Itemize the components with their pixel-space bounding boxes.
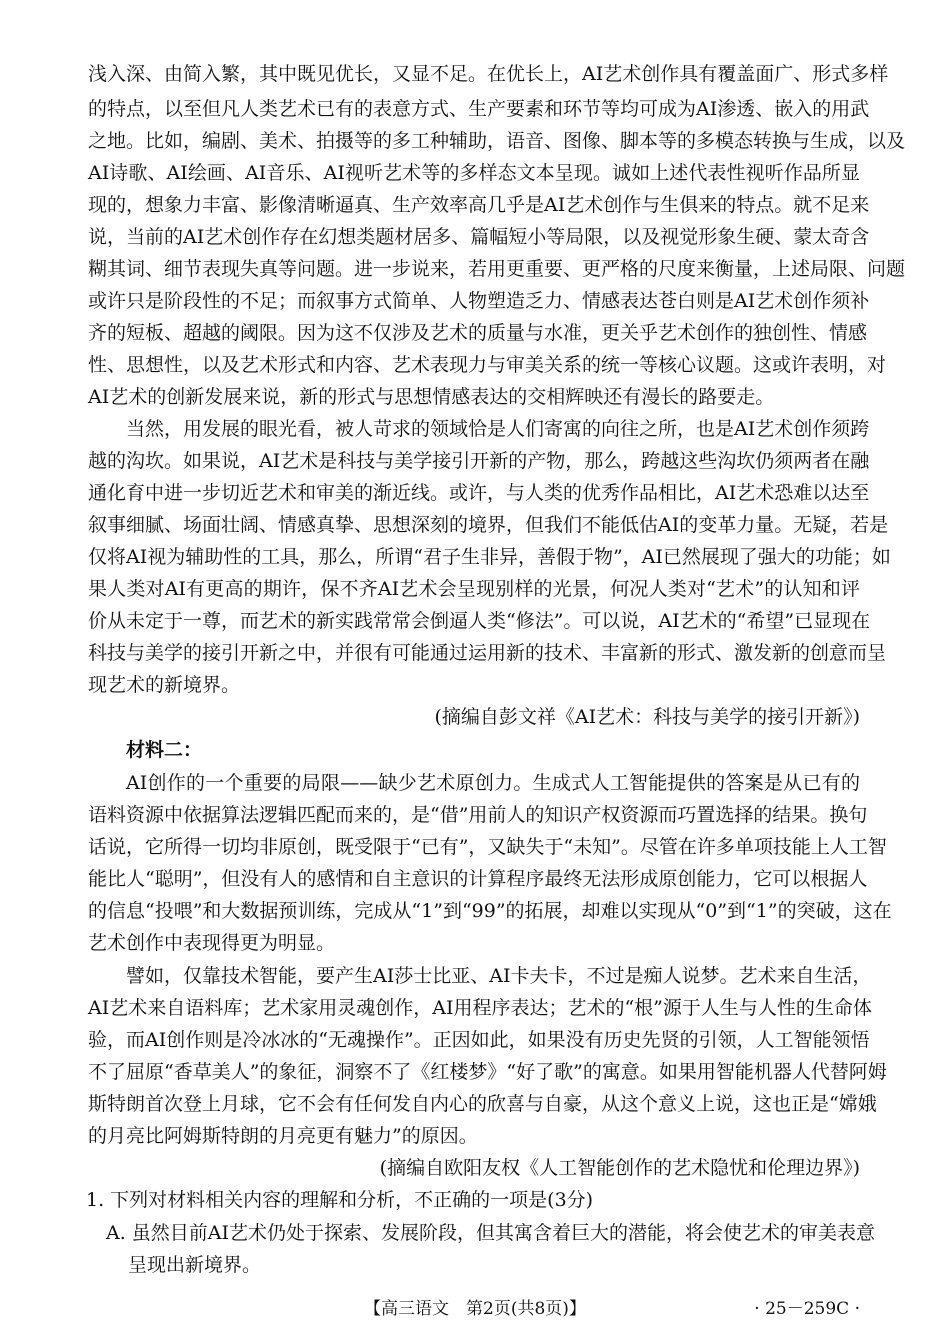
passage1-line-2: 的特点，以至但凡人类艺术已有的表意方式、生产要素和环节等均可成为AI渗透、嵌入的用武 (88, 98, 870, 120)
passage1-para2-line-4: 叙事细腻、场面壮阔、情感真挚、思想深刻的境界，但我们不能低估AI的变革力量。无疑，若是 (88, 514, 889, 536)
passage1-line-1: 浅入深、由简入繁，其中既见优长，又显不足。在优长上，AI艺术创作具有覆盖面广、形式多样 (88, 63, 889, 85)
material2-source: (摘编自欧阳友权《人工智能创作的艺术隐忧和伦理边界》) (379, 1157, 860, 1179)
material2-para1-line-6: 艺术创作中表现得更为明显。 (88, 932, 336, 954)
passage1-para2-line-1: 当然，用发展的眼光看，被人苛求的领域恰是人们寄寓的向往之所，也是AI艺术创作须跨 (126, 418, 870, 440)
material2-para2-line-3: 验，而AI创作则是冷冰冰的“无魂操作”。正因如此，如果没有历史先贤的引领，人工智能领悟 (88, 1029, 870, 1051)
material2-para2-line-5: 斯特朗首次登上月球，它不会有任何发自内心的欣喜与自豪，从这个意义上说，这也正是“嫦娥 (88, 1093, 877, 1115)
material2-para2-line-2: AI艺术来自语料库；艺术家用灵魂创作，AI用程序表达；艺术的“根”源于人生与人性的生命体 (88, 997, 872, 1019)
passage1-para2-line-3: 通化育中进一步切近艺术和审美的渐近线。或许，与人类的优秀作品相比，AI艺术恐难以达至 (88, 482, 870, 504)
material2-heading: 材料二： (126, 739, 203, 761)
passage1-para2-line-9: 现艺术的新境界。 (88, 674, 241, 696)
passage1-para2-line-7: 价从未定于一尊，而艺术的新实践常常会倒逼人类“修法”。可以说，AI艺术的“希望”已显现在 (88, 610, 871, 632)
question1-option-a-line-2: 呈现出新境界。 (128, 1254, 262, 1276)
passage1-source: (摘编自彭文祥《AI艺术：科技与美学的接引开新》) (434, 706, 860, 728)
passage1-line-7: 糊其词、细节表现失真等问题。进一步说来，若用更重要、更严格的尺度来衡量，上述局限、问题 (88, 258, 906, 280)
passage1-para2-line-8: 科技与美学的接引开新之中，并很有可能通过运用新的技术、丰富新的形式、激发新的创意而呈 (88, 642, 887, 664)
material2-para2-line-1: 譬如，仅靠技术智能，要产生AI莎士比亚、AI卡夫卡，不过是痴人说梦。艺术来自生活， (126, 965, 872, 987)
material2-para1-line-5: 的信息“投喂”和大数据预训练，完成从“1”到“99”的拓展，却难以实现从“0”到“1”的突破，这在 (88, 900, 892, 922)
material2-para1-line-2: 语料资源中依据算法逻辑匹配而来的，是“借”用前人的知识产权资源而巧置选择的结果。换句 (88, 804, 868, 826)
material2-para2-line-4: 不了屈原“香草美人”的象征，洞察不了《红楼梦》“好了歌”的寓意。如果用智能机器人代替阿姆 (88, 1061, 887, 1083)
material2-para2-line-6: 的月亮比阿姆斯特朗的月亮更有魅力”的原因。 (88, 1125, 478, 1147)
passage1-line-9: 齐的短板、超越的阈限。因为这不仅涉及艺术的质量与水准，更关乎艺术创作的独创性、情感 (88, 322, 868, 344)
passage1-para2-line-5: 仅将AI视为辅助性的工具，那么，所谓“君子生非异，善假于物”，AI已然展现了强大的功能；如 (88, 546, 891, 568)
passage1-line-4: AI诗歌、AI绘画、AI音乐、AI视听艺术等的多样态文本呈现。诚如上述代表性视听作品所显 (88, 162, 860, 184)
question1-stem: 1. 下列对材料相关内容的理解和分析，不正确的一项是(3分) (86, 1189, 594, 1211)
question1-option-a-line-1: A. 虽然目前AI艺术仍处于探索、发展阶段，但其寓含着巨大的潜能，将会使艺术的审美表意 (106, 1222, 876, 1244)
passage1-line-10: 性、思想性，以及艺术形式和内容、艺术表现力与审美关系的统一等核心议题。这或许表明，对 (88, 354, 887, 376)
footer-page-label: 【高三语文 第2页(共8页)】 (364, 1299, 586, 1319)
material2-para1-line-3: 话说，它所得一切均非原创，既受限于“已有”，又缺失于“未知”。尽管在许多单项技能上人工智 (88, 836, 887, 858)
passage1-line-5: 现的，想象力丰富、影像清晰逼真、生产效率高几乎是AI艺术创作与生俱来的特点。就不足来 (88, 194, 870, 216)
material2-para1-line-1: AI创作的一个重要的局限——缺少艺术原创力。生成式人工智能提供的答案是从已有的 (126, 772, 860, 794)
material2-para1-line-4: 能比人“聪明”，但没有人的感情和自主意识的计算程序最终无法形成原创能力，它可以根据人 (88, 868, 868, 890)
passage1-line-11: AI艺术的创新发展来说，新的形式与思想情感表达的交相辉映还有漫长的路要走。 (88, 386, 775, 408)
passage1-line-6: 说，当前的AI艺术创作存在幻想类题材居多、篇幅短小等局限，以及视觉形象生硬、蒙太奇含 (88, 226, 870, 248)
passage1-line-3: 之地。比如，编剧、美术、拍摄等的多工种辅助，语音、图像、脚本等的多模态转换与生成，以及 (88, 130, 906, 152)
passage1-para2-line-2: 越的沟坎。如果说，AI艺术是科技与美学接引开新的产物，那么，跨越这些沟坎仍须两者在融 (88, 450, 870, 472)
footer-code: · 25－259C · (754, 1299, 860, 1319)
passage1-line-8: 或许只是阶段性的不足；而叙事方式简单、人物塑造乏力、情感表达苍白则是AI艺术创作须补 (88, 290, 870, 312)
passage1-para2-line-6: 果人类对AI有更高的期许，保不齐AI艺术会呈现别样的光景，何况人类对“艺术”的认知和评 (88, 578, 860, 600)
